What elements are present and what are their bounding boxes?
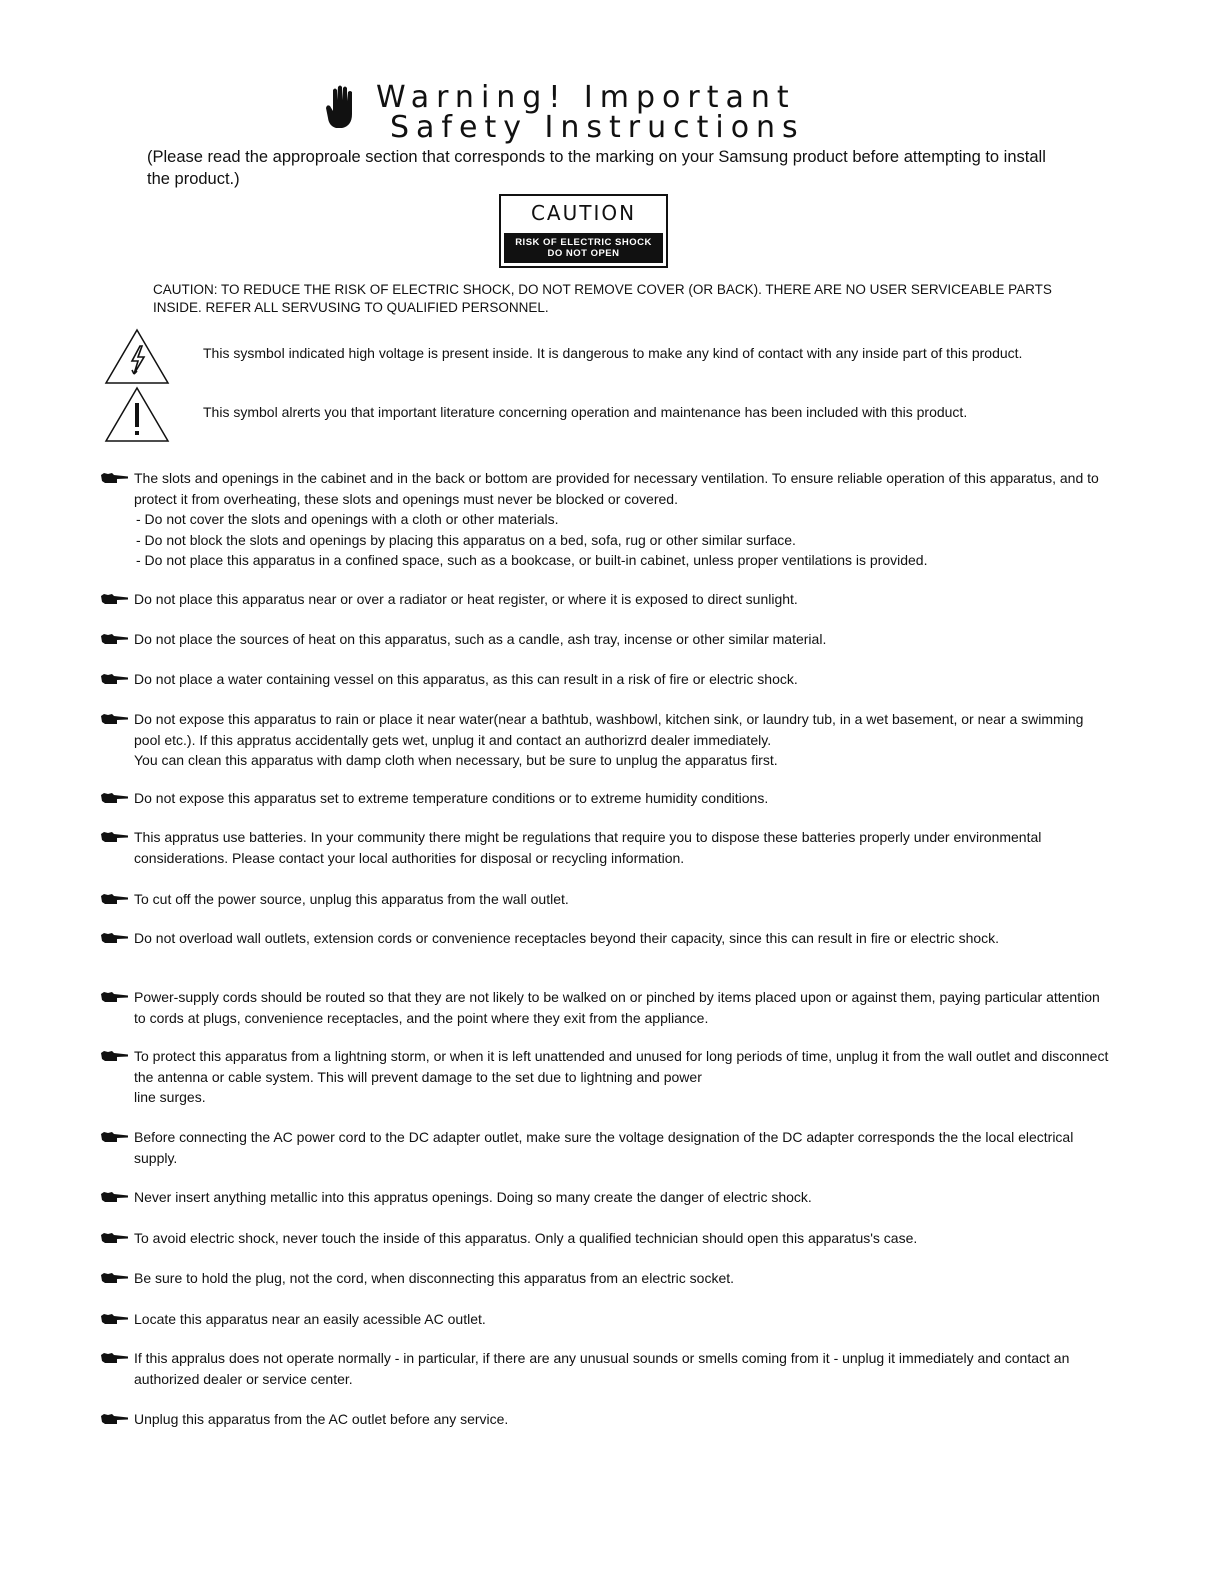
bullet-text: To avoid electric shock, never touch the inside of this apparatus. Only a qualified technician should open this apparatus's case. xyxy=(134,1230,918,1246)
bullet-text: Unplug this apparatus from the AC outlet before any service. xyxy=(134,1411,509,1427)
bullet-text: Do not overload wall outlets, extension cords or convenience receptacles beyond their capacity, since this can result in fire or electric shock. xyxy=(134,930,1000,946)
bullet-item xyxy=(100,709,1110,771)
bullet-text: Do not expose this apparatus to rain or place it near water(near a bathtub, washbowl, kitchen sink, or laundry tub, in a wet basement, or near a swimming pool etc.). If this appratus accidentally gets wet, unplug it and contact an authorizrd dealer immediately. xyxy=(134,711,1084,748)
bullet-text-continued: You can clean this apparatus with damp cloth when necessary, but be sure to unplug the apparatus first. xyxy=(134,752,778,768)
bullet-text: Locate this apparatus near an easily acessible AC outlet. xyxy=(134,1311,486,1327)
sub-item: - Do not block the slots and openings by placing this apparatus on a bed, sofa, rug or other similar surface. xyxy=(136,531,796,548)
pointing-hand-icon xyxy=(100,1351,130,1365)
bullet-text: This appratus use batteries. In your community there might be regulations that require you to dispose these batteries properly under environmental considerations. Please contact your local authorities for disposal or recycling information. xyxy=(134,829,1042,866)
stop-hand-icon xyxy=(324,84,358,130)
bullet-item xyxy=(100,1228,1110,1249)
pointing-hand-icon xyxy=(100,1271,130,1285)
caution-band-line-2: DO NOT OPEN xyxy=(547,248,620,259)
pointing-hand-icon xyxy=(100,931,130,945)
attention-triangle-icon xyxy=(104,386,170,444)
bullet-item xyxy=(100,987,1110,1028)
pointing-hand-icon xyxy=(100,632,130,646)
bullet-item xyxy=(100,589,1110,610)
sub-item: - Do not place this apparatus in a confined space, such as a bookcase, or built-in cabinet, unless proper ventilations is provided. xyxy=(136,552,928,568)
caution-word: CAUTION xyxy=(530,201,637,225)
bullet-item xyxy=(100,827,1110,868)
pointing-hand-icon xyxy=(100,1312,130,1326)
bullet-item xyxy=(100,1348,1110,1389)
bullet-text: Be sure to hold the plug, not the cord, when disconnecting this apparatus from an electric socket. xyxy=(134,1270,735,1286)
bullet-item xyxy=(100,629,1110,650)
bullet-text: Power-supply cords should be routed so that they are not likely to be walked on or pinched by items placed upon or against them, paying particular attention to cords at plugs, convenience receptacles, and the point where they exit from the appliance. xyxy=(134,989,1100,1026)
bullet-item xyxy=(100,1409,1110,1430)
high-voltage-triangle-icon xyxy=(104,328,170,386)
bullet-item xyxy=(100,1268,1110,1289)
bullet-item xyxy=(100,1046,1110,1108)
bullet-text: Do not place a water containing vessel on this apparatus, as this can result in a risk of fire or electric shock. xyxy=(134,671,798,687)
bullet-item xyxy=(100,889,1110,910)
bullet-item xyxy=(100,1187,1110,1208)
bullet-text: Never insert anything metallic into this appratus openings. Doing so many create the danger of electric shock. xyxy=(134,1189,812,1205)
pointing-hand-icon xyxy=(100,1412,130,1426)
bullet-text-continued: line surges. xyxy=(134,1089,206,1105)
intro-text: (Please read the approproale section that corresponds to the marking on your Samsung product before attempting to install the product.) xyxy=(147,148,1046,188)
page-title-line-1: Warning! Important xyxy=(376,80,796,115)
pointing-hand-icon xyxy=(100,592,130,606)
bullet-text: To cut off the power source, unplug this apparatus from the wall outlet. xyxy=(134,891,569,907)
bullet-item xyxy=(100,788,1110,809)
pointing-hand-icon xyxy=(100,1049,130,1063)
pointing-hand-icon xyxy=(100,990,130,1004)
bullet-text: Do not expose this apparatus set to extreme temperature conditions or to extreme humidity conditions. xyxy=(134,790,769,806)
voltage-symbol-text: This sysmbol indicated high voltage is present inside. It is dangerous to make any kind of contact with any inside part of this product. xyxy=(203,345,1023,361)
pointing-hand-icon xyxy=(100,791,130,805)
pointing-hand-icon xyxy=(100,1190,130,1204)
caution-statement: CAUTION: TO REDUCE THE RISK OF ELECTRIC SHOCK, DO NOT REMOVE COVER (OR BACK). THERE ARE NO USER SERVICEABLE PARTS INSIDE. REFER ALL SERVUSING TO QUALIFIED PERSONNEL. xyxy=(153,282,1052,315)
pointing-hand-icon xyxy=(100,830,130,844)
bullet-text: If this appralus does not operate normally - in particular, if there are any unusual sounds or smells coming from it - unplug it immediately and contact an authorized dealer or service center. xyxy=(134,1350,1070,1387)
bullet-item xyxy=(100,928,1110,949)
pointing-hand-icon xyxy=(100,712,130,726)
pointing-hand-icon xyxy=(100,471,130,485)
bullet-text: Do not place this apparatus near or over a radiator or heat register, or where it is exposed to direct sunlight. xyxy=(134,591,798,607)
pointing-hand-icon xyxy=(100,1130,130,1144)
bullet-item xyxy=(100,1127,1110,1168)
bullet-item xyxy=(100,1309,1110,1330)
pointing-hand-icon xyxy=(100,672,130,686)
bullet-text: Before connecting the AC power cord to the DC adapter outlet, make sure the voltage designation of the DC adapter corresponds the the local electrical supply. xyxy=(134,1129,1074,1166)
pointing-hand-icon xyxy=(100,892,130,906)
bullet-text: To protect this apparatus from a lightning storm, or when it is left unattended and unused for long periods of time, unplug it from the wall outlet and disconnect the antenna or cable system. This will prevent damage to the set due to lightning and power xyxy=(134,1048,1109,1085)
bullet-text: Do not place the sources of heat on this apparatus, such as a candle, ash tray, incense or other similar material. xyxy=(134,631,827,647)
caution-band xyxy=(504,233,663,263)
sub-item: - Do not cover the slots and openings with a cloth or other materials. xyxy=(136,511,559,527)
bullet-item xyxy=(100,669,1110,690)
caution-label xyxy=(499,194,668,268)
caution-band-line-1: RISK OF ELECTRIC SHOCK xyxy=(515,237,652,248)
attention-symbol-text: This symbol alrerts you that important literature concerning operation and maintenance has been included with this product. xyxy=(203,404,968,420)
pointing-hand-icon xyxy=(100,1231,130,1245)
bullet-ventilation xyxy=(100,468,1110,571)
page-title-line-2: Safety Instructions xyxy=(390,110,805,145)
bullet-text: The slots and openings in the cabinet and in the back or bottom are provided for necessary ventilation. To ensure reliable operation of this apparatus, and to protect it from overheating, these slots and openings must never be blocked or covered. xyxy=(134,470,1099,507)
